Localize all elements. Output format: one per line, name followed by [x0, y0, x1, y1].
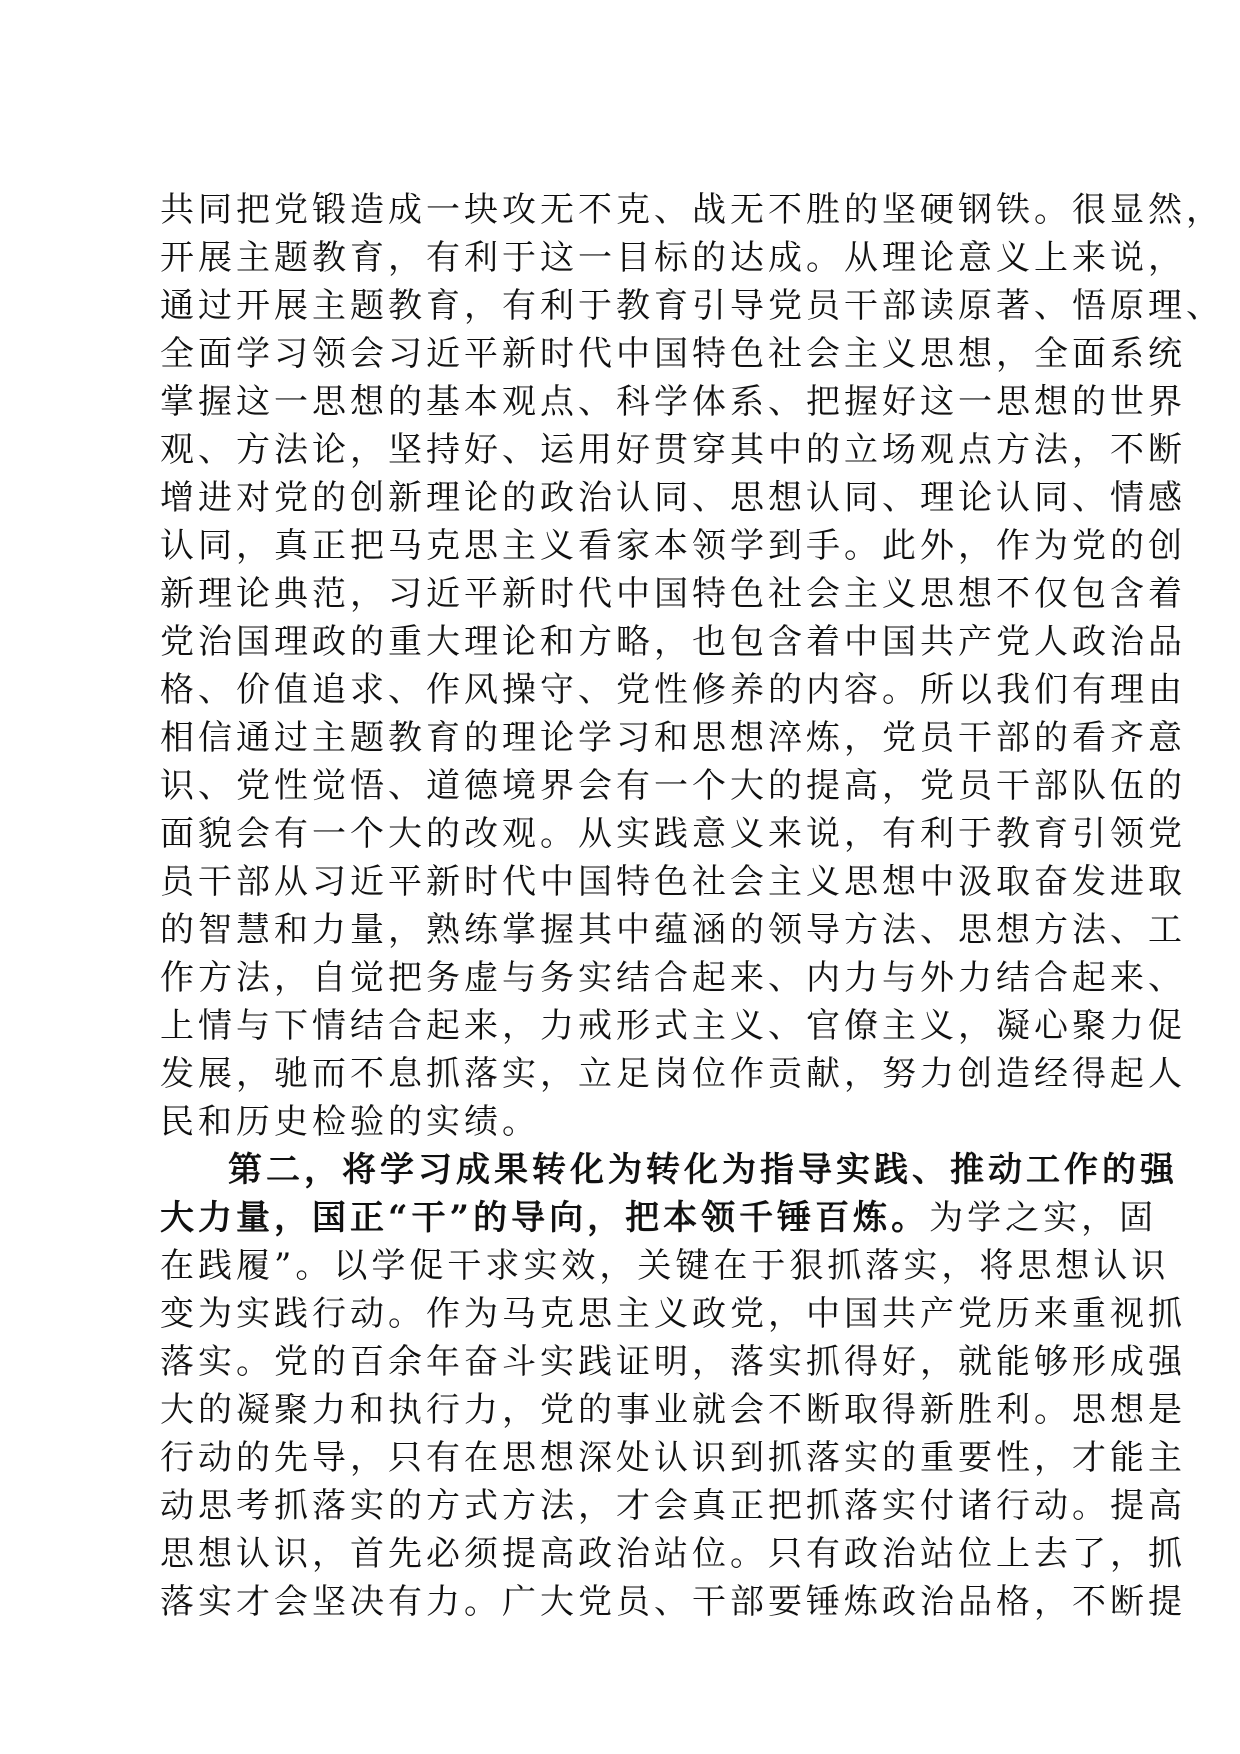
text-line [160, 858, 1186, 906]
paragraph-text: 落实。党的百余年奋斗实践证明，落实抓得好，就能够形成强 [160, 1342, 1186, 1382]
paragraph-text: 员干部从习近平新时代中国特色社会主义思想中汲取奋发进取 [160, 862, 1186, 902]
text-line [160, 426, 1186, 474]
text-line [160, 522, 1186, 570]
text-line [160, 1386, 1186, 1434]
bold-heading-text: 大力量，国正“干”的导向，把本领千锤百炼。 [160, 1198, 930, 1238]
paragraph-text: 开展主题教育，有利于这一目标的达成。从理论意义上来说， [160, 238, 1186, 278]
text-line [160, 1194, 1158, 1242]
text-line [160, 1338, 1186, 1386]
text-line [160, 618, 1186, 666]
text-line [160, 1578, 1186, 1626]
text-line [160, 1146, 1178, 1194]
text-line [160, 330, 1186, 378]
text-line [160, 282, 1224, 330]
paragraph-text: 大的凝聚力和执行力，党的事业就会不断取得新胜利。思想是 [160, 1390, 1186, 1430]
paragraph-text: 面貌会有一个大的改观。从实践意义来说，有利于教育引领党 [160, 814, 1186, 854]
paragraph-text: 的智慧和力量，熟练掌握其中蕴涵的领导方法、思想方法、工 [160, 910, 1186, 950]
paragraph-text: 思想认识，首先必须提高政治站位。只有政治站位上去了，抓 [160, 1534, 1186, 1574]
text-line [160, 1482, 1186, 1530]
text-line [160, 1434, 1186, 1482]
paragraph-text: 变为实践行动。作为马克思主义政党，中国共产党历来重视抓 [160, 1294, 1186, 1334]
text-line [160, 1098, 1120, 1146]
paragraph-text: 作方法，自觉把务虚与务实结合起来、内力与外力结合起来、 [160, 958, 1186, 998]
bold-heading-text: 第二，将学习成果转化为转化为指导实践、推动工作的强 [228, 1150, 1178, 1190]
text-line [160, 1290, 1186, 1338]
paragraph-text: 共同把党锻造成一块攻无不克、战无不胜的坚硬钢铁。很显然， [160, 190, 1224, 230]
paragraph-text: 增进对党的创新理论的政治认同、思想认同、理论认同、情感 [160, 478, 1186, 518]
text-line [160, 1242, 1170, 1290]
paragraph-text: 党治国理政的重大理论和方略，也包含着中国共产党人政治品 [160, 622, 1186, 662]
paragraph-text: 为学之实，固 [929, 1198, 1158, 1238]
paragraph-text: 识、党性觉悟、道德境界会有一个大的提高，党员干部队伍的 [160, 766, 1186, 806]
paragraph-text: 全面学习领会习近平新时代中国特色社会主义思想，全面系统 [160, 334, 1186, 374]
paragraph-text: 认同，真正把马克思主义看家本领学到手。此外，作为党的创 [160, 526, 1186, 566]
paragraph-text: 上情与下情结合起来，力戒形式主义、官僚主义，凝心聚力促 [160, 1006, 1186, 1046]
text-line [160, 762, 1186, 810]
text-line [160, 474, 1186, 522]
text-line [160, 906, 1186, 954]
paragraph-text: 相信通过主题教育的理论学习和思想淬炼，党员干部的看齐意 [160, 718, 1186, 758]
text-line [160, 1002, 1186, 1050]
text-line [160, 666, 1186, 714]
paragraph-text: 民和历史检验的实绩。 [160, 1102, 540, 1142]
paragraph-text: 通过开展主题教育，有利于教育引导党员干部读原著、悟原理、 [160, 286, 1224, 326]
paragraph-text: 观、方法论，坚持好、运用好贯穿其中的立场观点方法，不断 [160, 430, 1186, 470]
text-line [160, 234, 1186, 282]
body-text [160, 186, 1224, 1626]
paragraph-text: 格、价值追求、作风操守、党性修养的内容。所以我们有理由 [160, 670, 1186, 710]
text-line [160, 378, 1186, 426]
paragraph-text: 掌握这一思想的基本观点、科学体系、把握好这一思想的世界 [160, 382, 1186, 422]
text-line [160, 570, 1186, 618]
text-line [160, 810, 1186, 858]
text-line [160, 1530, 1186, 1578]
text-line [160, 186, 1224, 234]
text-line [160, 714, 1186, 762]
paragraph-text: 发展，驰而不息抓落实，立足岗位作贡献，努力创造经得起人 [160, 1054, 1186, 1094]
paragraph-text: 落实才会坚决有力。广大党员、干部要锤炼政治品格，不断提 [160, 1582, 1186, 1622]
paragraph-text: 新理论典范，习近平新时代中国特色社会主义思想不仅包含着 [160, 574, 1186, 614]
text-line [160, 954, 1186, 1002]
paragraph-text: 行动的先导，只有在思想深处认识到抓落实的重要性，才能主 [160, 1438, 1186, 1478]
paragraph-text: 在践履”。以学促干求实效，关键在于狠抓落实，将思想认识 [160, 1246, 1170, 1286]
text-line [160, 1050, 1186, 1098]
paragraph-text: 动思考抓落实的方式方法，才会真正把抓落实付诸行动。提高 [160, 1486, 1186, 1526]
